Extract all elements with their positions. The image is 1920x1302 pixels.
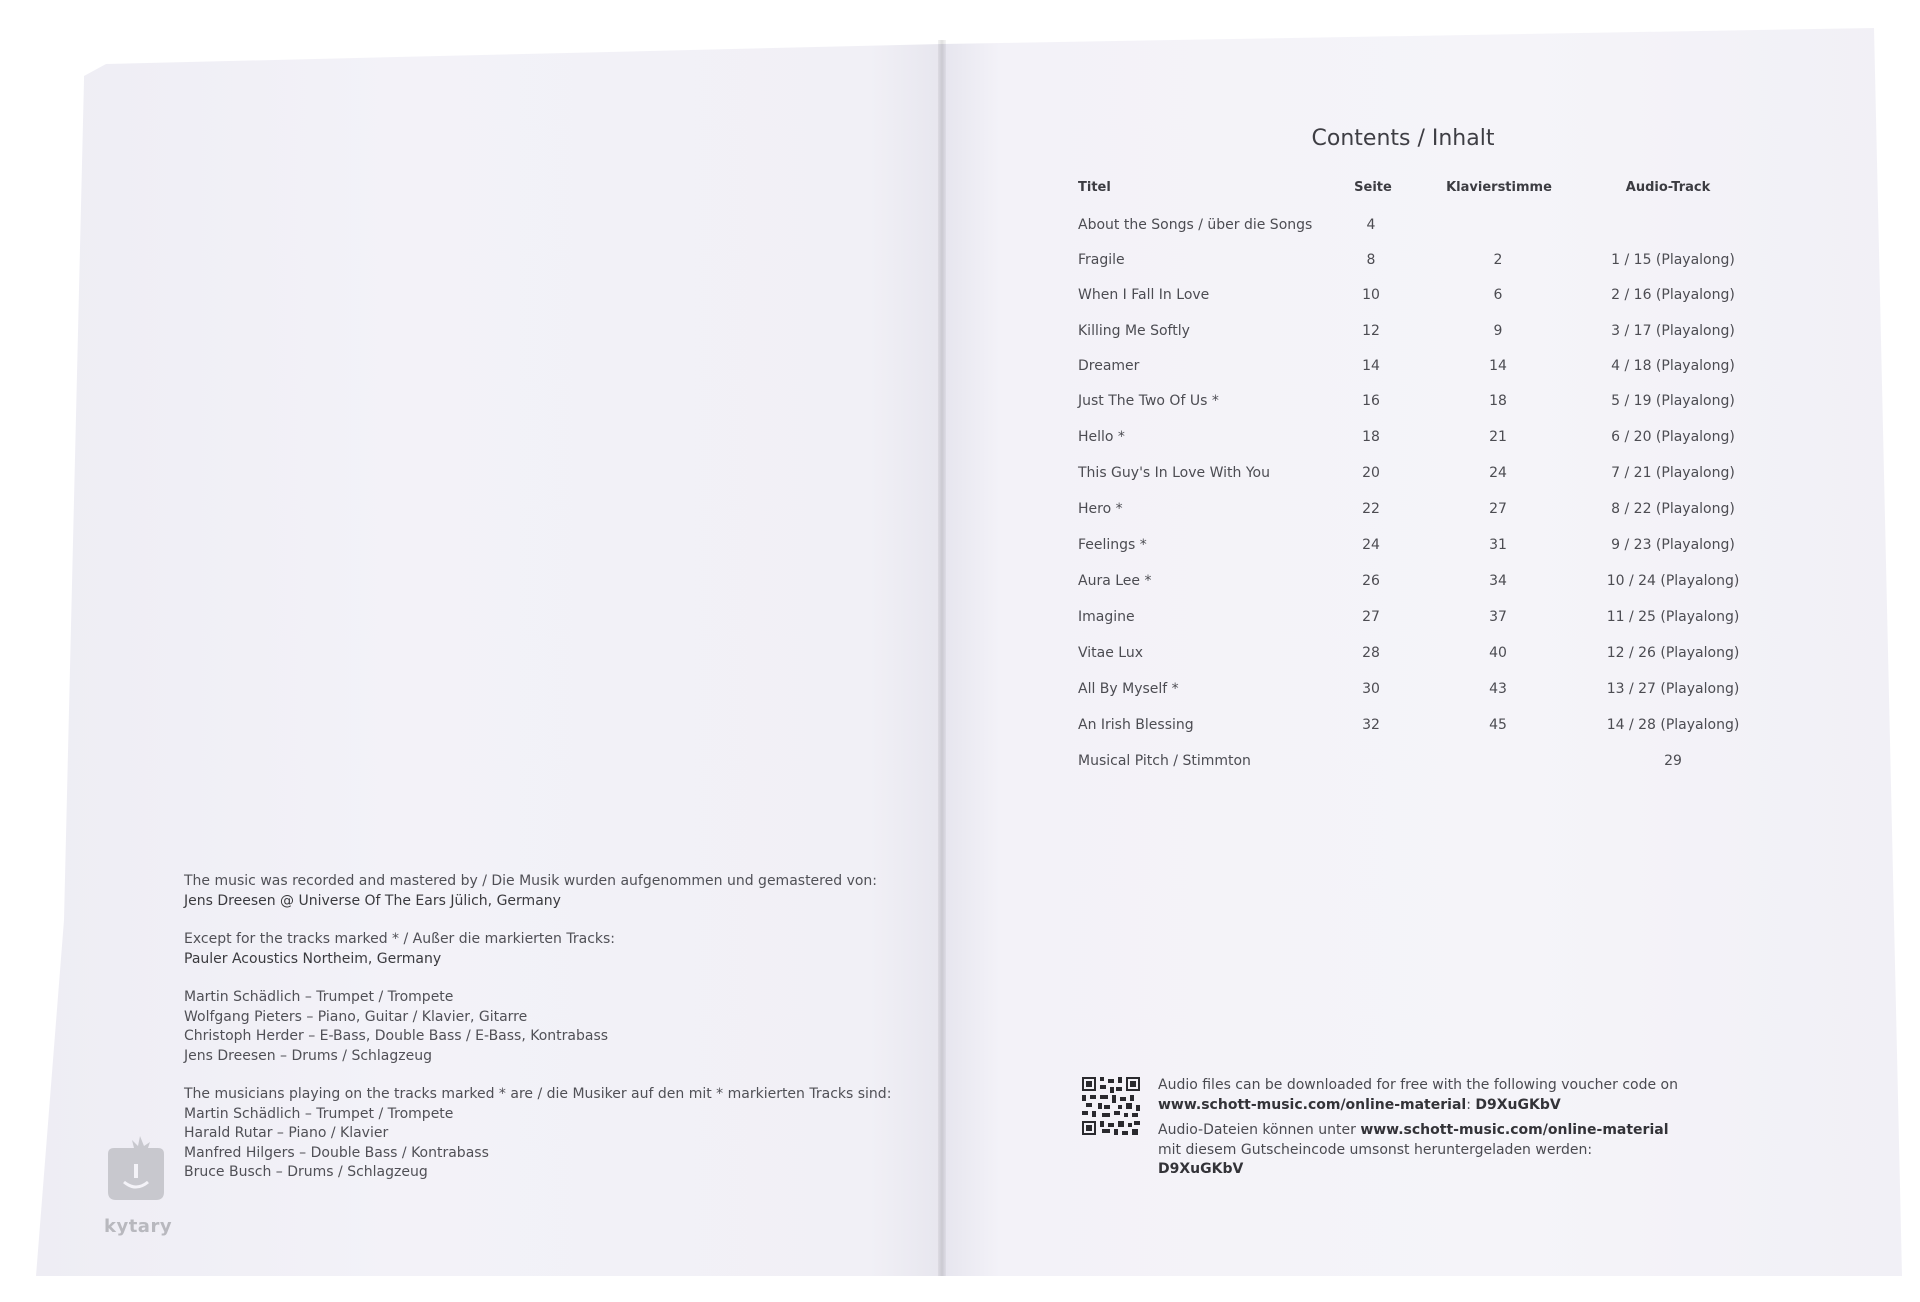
voucher-de-line2: mit diesem Gutscheincode umsonst heruntergeladen werden:: [1158, 1141, 1593, 1158]
row-title: Aura Lee *: [1078, 573, 1152, 589]
row-audio: 5 / 19 (Playalong): [1611, 393, 1735, 409]
credits-line: Except for the tracks marked * / Außer die markierten Tracks:: [184, 931, 616, 947]
voucher-url-de[interactable]: www.schott-music.com/online-material: [1360, 1122, 1669, 1138]
row-page: 22: [1362, 501, 1380, 517]
row-page: 8: [1366, 252, 1376, 268]
row-title: Just The Two Of Us *: [1078, 393, 1219, 409]
row-title: When I Fall In Love: [1078, 287, 1210, 303]
credits-line: Wolfgang Pieters – Piano, Guitar / Klavier, Gitarre: [184, 1008, 528, 1025]
row-page: 28: [1362, 645, 1380, 661]
row-audio: 29: [1664, 753, 1682, 769]
header-piano: Klavierstimme: [1446, 180, 1552, 195]
voucher-code-de: D9XuGKbV: [1158, 1161, 1244, 1177]
watermark-text: kytary: [104, 1216, 173, 1237]
row-piano: 24: [1489, 465, 1507, 481]
contents-row: [1078, 501, 1758, 521]
row-piano: 6: [1493, 287, 1503, 303]
row-title: All By Myself *: [1078, 681, 1179, 697]
row-piano: 9: [1493, 323, 1503, 339]
contents-row: [1078, 753, 1758, 773]
voucher-url[interactable]: www.schott-music.com/online-material: [1158, 1096, 1467, 1113]
contents-row: [1078, 393, 1758, 413]
voucher-en-line1: Audio files can be downloaded for free with the following voucher code on: [1158, 1077, 1678, 1093]
contents-row: [1078, 358, 1758, 378]
credits-line: Jens Dreesen @ Universe Of The Ears Jülich, Germany: [184, 892, 561, 909]
credits-line: Martin Schädlich – Trumpet / Trompete: [184, 989, 454, 1005]
contents-row: [1078, 429, 1758, 449]
row-page: 26: [1362, 573, 1380, 589]
row-title: About the Songs / über die Songs: [1078, 217, 1313, 233]
contents-row: [1078, 287, 1758, 307]
credits-line: Manfred Hilgers – Double Bass / Kontrabass: [184, 1144, 489, 1161]
row-title: Imagine: [1078, 609, 1135, 625]
row-title: Hello *: [1078, 429, 1125, 445]
row-audio: 8 / 22 (Playalong): [1611, 501, 1735, 517]
row-piano: 18: [1489, 393, 1507, 409]
credits-line: Harald Rutar – Piano / Klavier: [184, 1125, 389, 1141]
row-page: 18: [1362, 429, 1380, 445]
row-title: An Irish Blessing: [1078, 717, 1194, 733]
row-piano: 34: [1489, 573, 1507, 589]
row-audio: 11 / 25 (Playalong): [1606, 609, 1740, 625]
voucher-de-intro: Audio-Dateien können unter: [1158, 1122, 1356, 1138]
kytary-logo-icon: [104, 1128, 168, 1224]
row-title: Feelings *: [1078, 537, 1147, 553]
contents-row: [1078, 681, 1758, 701]
recording-credits: [184, 872, 892, 1183]
voucher-de-line1: [1158, 1121, 1698, 1141]
row-audio: 9 / 23 (Playalong): [1611, 537, 1735, 553]
credits-line: The musicians playing on the tracks marked * are / die Musiker auf den mit * markierten Tracks sind:: [184, 1086, 892, 1102]
row-title: Dreamer: [1078, 358, 1140, 374]
voucher-code: D9XuGKbV: [1475, 1096, 1561, 1113]
row-title: Killing Me Softly: [1078, 323, 1190, 339]
row-audio: 7 / 21 (Playalong): [1611, 465, 1735, 481]
row-page: 32: [1362, 717, 1380, 733]
contents-row: [1078, 609, 1758, 629]
row-page: 27: [1362, 609, 1380, 625]
contents-row: [1078, 645, 1758, 665]
credits-line: Jens Dreesen – Drums / Schlagzeug: [184, 1047, 432, 1064]
contents-row: [1078, 465, 1758, 485]
row-page: 10: [1362, 287, 1380, 303]
row-title: This Guy's In Love With You: [1078, 465, 1270, 481]
row-audio: 3 / 17 (Playalong): [1611, 323, 1735, 339]
credits-line: Pauler Acoustics Northeim, Germany: [184, 950, 442, 967]
credits-line: Christoph Herder – E-Bass, Double Bass / E-Bass, Kontrabass: [184, 1028, 609, 1044]
row-audio: 6 / 20 (Playalong): [1611, 429, 1735, 445]
row-title: Fragile: [1078, 252, 1125, 268]
contents-row: [1078, 537, 1758, 557]
contents-title: Contents / Inhalt: [1311, 126, 1495, 151]
row-piano: 14: [1489, 358, 1507, 374]
credits-line: Martin Schädlich – Trumpet / Trompete: [184, 1105, 454, 1122]
row-page: 30: [1362, 681, 1380, 697]
header-title: Titel: [1078, 180, 1111, 195]
row-piano: 37: [1489, 609, 1507, 625]
row-page: 12: [1362, 323, 1380, 339]
row-title: Musical Pitch / Stimmton: [1078, 753, 1251, 769]
header-page: Seite: [1354, 180, 1392, 195]
voucher-de-line3: [1158, 1160, 1698, 1180]
contents-row: [1078, 717, 1758, 737]
row-audio: 10 / 24 (Playalong): [1606, 573, 1740, 589]
row-title: Vitae Lux: [1078, 645, 1144, 661]
contents-row: [1078, 217, 1758, 237]
row-piano: 45: [1489, 717, 1507, 733]
credits-line: The music was recorded and mastered by / Die Musik wurden aufgenommen und gemastered von:: [184, 873, 878, 889]
row-piano: 2: [1493, 252, 1503, 268]
contents-row: [1078, 323, 1758, 343]
row-piano: 21: [1489, 429, 1507, 445]
row-audio: 12 / 26 (Playalong): [1606, 645, 1740, 661]
credits-line: Bruce Busch – Drums / Schlagzeug: [184, 1164, 428, 1180]
voucher-en-line2: www.schott-music.com/online-material: D9XuGKbV: [1158, 1096, 1561, 1113]
row-page: 14: [1362, 358, 1380, 374]
book-gutter: [938, 40, 946, 1276]
credits-spacer: [184, 1066, 864, 1085]
header-audio: Audio-Track: [1625, 180, 1711, 195]
row-piano: 27: [1489, 501, 1507, 517]
row-audio: 13 / 27 (Playalong): [1606, 681, 1740, 697]
credits-spacer: [184, 911, 864, 930]
row-piano: 43: [1489, 681, 1507, 697]
row-audio: 4 / 18 (Playalong): [1611, 358, 1735, 374]
row-page: 24: [1362, 537, 1380, 553]
row-page: 4: [1366, 217, 1376, 233]
row-audio: 1 / 15 (Playalong): [1611, 252, 1735, 268]
credits-spacer: [184, 969, 864, 988]
row-piano: 31: [1489, 537, 1507, 553]
row-title: Hero *: [1078, 501, 1123, 517]
row-audio: 14 / 28 (Playalong): [1606, 717, 1740, 733]
voucher-info: [1158, 1076, 1698, 1180]
row-page: 20: [1362, 465, 1380, 481]
contents-row: [1078, 573, 1758, 593]
qr-code-icon: [1082, 1077, 1140, 1135]
contents-row: [1078, 252, 1758, 272]
row-audio: 2 / 16 (Playalong): [1611, 287, 1735, 303]
row-piano: 40: [1489, 645, 1507, 661]
row-page: 16: [1362, 393, 1380, 409]
